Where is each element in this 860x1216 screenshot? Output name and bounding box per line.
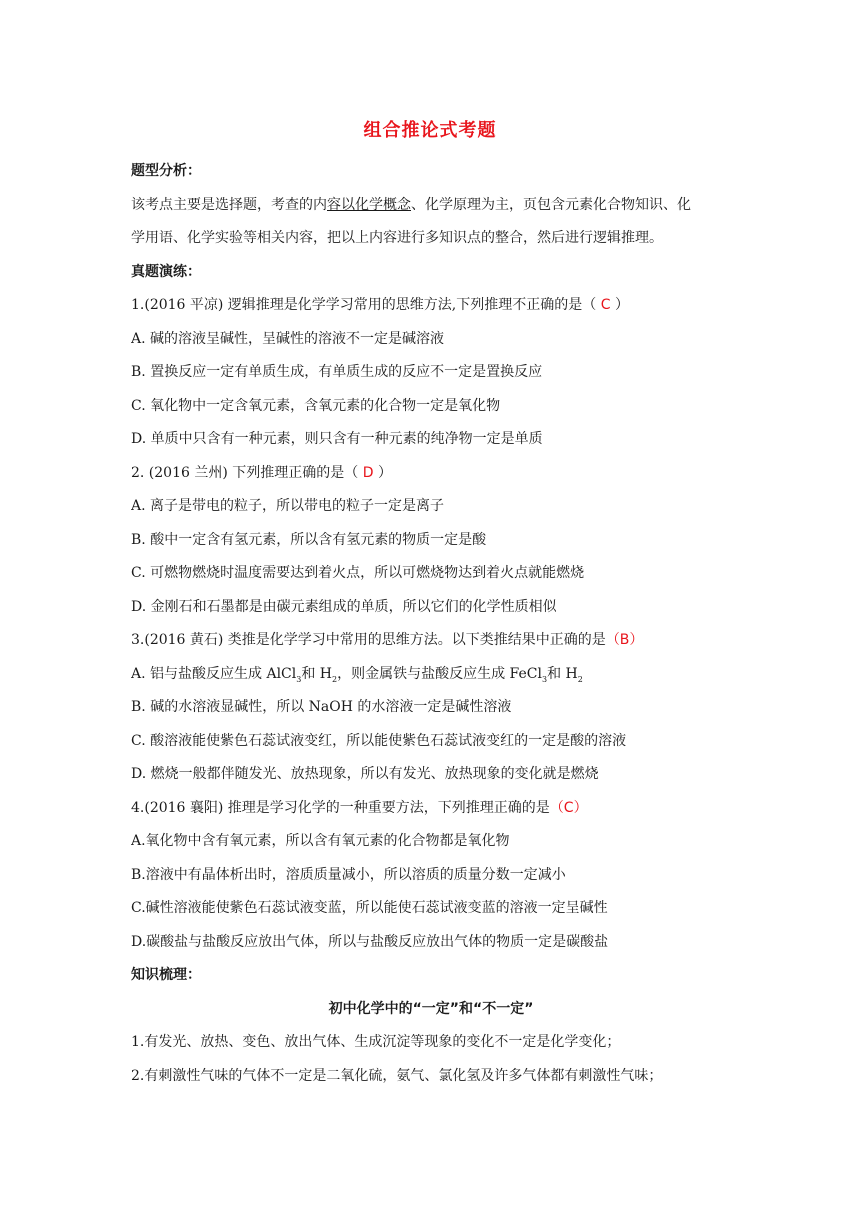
question-stem [131,624,731,658]
analysis-paragraph-line-1 [131,189,731,223]
question-option: D. 金刚石和石墨都是由碳元素组成的单质，所以它们的化学性质相似 [131,598,557,615]
analysis-underlined-text: 容以化学概念 [327,196,411,213]
answer-mark: C [596,297,615,313]
knowledge-item: 1.有发光、放热、变色、放出气体、生成沉淀等现象的变化不一定是化学变化； [131,1034,621,1050]
option-text: A. 铝与盐酸反应生成 AlCl [131,665,297,682]
subscript: 3 [541,674,548,684]
question-option: D. 燃烧一般都伴随发光、放热现象，所以有发光、放热现象的变化就是燃烧 [131,766,599,782]
knowledge-item: 2.有刺激性气味的气体不一定是二氧化硫，氨气、氯化氢及许多气体都有刺激性气味； [131,1067,663,1084]
question-option: A.氧化物中含有氧元素，所以含有氧元素的化合物都是氧化物 [131,833,510,849]
question-option: B. 碱的水溶液显碱性，所以 NaOH 的水溶液一定是碱性溶液 [131,699,512,715]
question-option: C. 酸溶液能使紫色石蕊试液变红，所以能使紫色石蕊试液变红的一定是酸的溶液 [131,732,627,749]
section-heading-knowledge: 知识梳理： [131,967,201,983]
question-option: D.碳酸盐与盐酸反应放出气体，所以与盐酸反应放出气体的物质一定是碳酸盐 [131,933,609,950]
option-text: ，则金属铁与盐酸反应生成 FeCl [337,665,542,682]
question-option: B. 酸中一定含有氢元素，所以含有氢元素的物质一定是酸 [131,531,487,548]
question-text: 2. (2016 兰州) 下列推理正确的是（ [131,464,359,481]
knowledge-subheading: 初中化学中的“一定”和“不一定” [328,1000,534,1017]
question-stem [131,457,731,491]
question-stem [131,289,731,323]
question-option: A. 离子是带电的粒子，所以带电的粒子一定是离子 [131,498,445,514]
answer-mark: （B） [605,632,644,648]
section-heading-analysis: 题型分析： [131,163,201,179]
analysis-paragraph-line-2: 学用语、化学实验等相关内容，把以上内容进行多知识点的整合，然后进行逻辑推理。 [131,230,663,246]
page-title: 组合推论式考题 [363,120,497,141]
question-option: C.碱性溶液能使紫色石蕊试液变蓝，所以能使石蕊试液变蓝的溶液一定呈碱性 [131,900,608,916]
section-heading-practice: 真题演练： [131,263,201,280]
analysis-text: 、化学原理为主，页包含元素化合物知识、化 [411,196,691,213]
question-stem [131,792,731,826]
question-option [131,658,731,692]
subscript: 3 [296,674,302,684]
option-text: 和 H [547,665,578,682]
subscript: 2 [332,674,338,684]
question-option: A. 碱的溶液呈碱性，呈碱性的溶液不一定是碱溶液 [131,330,445,347]
subscript: 2 [577,674,583,684]
question-text: 1.(2016 平凉) 逻辑推理是化学学习常用的思维方法,下列推理不正确的是（ [131,297,597,313]
document-body [131,155,731,1093]
question-close: ） [614,297,629,313]
question-option: B. 置换反应一定有单质生成，有单质生成的反应不一定是置换反应 [131,364,543,380]
answer-mark: D [358,464,378,481]
question-text: 3.(2016 黄石) 类推是化学学习中常用的思维方法。以下类推结果中正确的是 [131,632,606,648]
question-option: D. 单质中只含有一种元素，则只含有一种元素的纯净物一定是单质 [131,431,543,447]
analysis-text: 该考点主要是选择题，考查的内 [131,196,327,213]
option-text: 和 H [301,665,333,682]
question-text: 4.(2016 襄阳) 推理是学习化学的一种重要方法，下列推理正确的是 [131,799,550,816]
question-close: ） [377,464,392,481]
question-option: B.溶液中有晶体析出时，溶质质量减小，所以溶质的质量分数一定减小 [131,866,566,883]
answer-mark: （C） [549,799,588,816]
question-option: C. 可燃物燃烧时温度需要达到着火点，所以可燃烧物达到着火点就能燃烧 [131,565,585,581]
question-option: C. 氧化物中一定含氧元素，含氧元素的化合物一定是氧化物 [131,397,501,414]
